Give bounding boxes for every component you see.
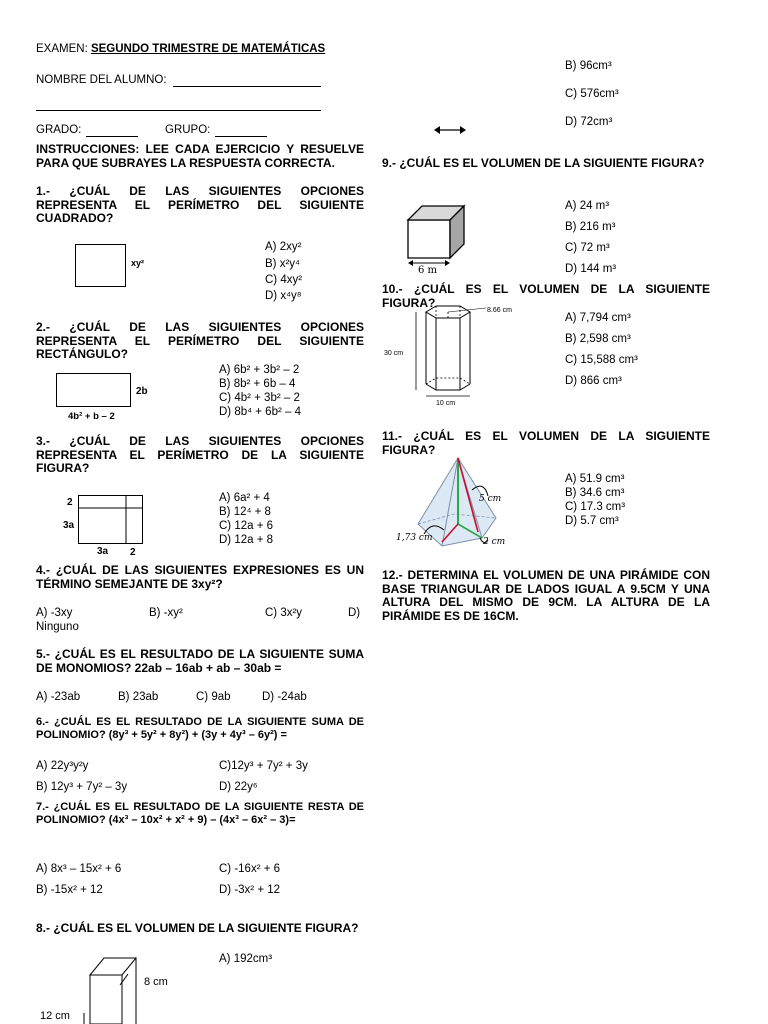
prism-depth-arrow bbox=[120, 974, 128, 985]
q6-option-c[interactable]: C)12y³ + 7y² + 3y bbox=[219, 760, 308, 772]
double-arrow-icon bbox=[434, 124, 466, 136]
question-5: 5.- ¿CUÁL ES EL RESULTADO DE LA SIGUIENTE SUMA DE MONOMIOS? 22ab – 16ab + ab – 30ab = bbox=[36, 647, 364, 675]
q9-option-c[interactable]: C) 72 m³ bbox=[565, 242, 610, 254]
q9-option-d[interactable]: D) 144 m³ bbox=[565, 263, 617, 275]
q1-option-c[interactable]: C) 4xy² bbox=[265, 274, 303, 286]
q3-option-d[interactable]: D) 12a + 8 bbox=[219, 534, 274, 546]
q11-option-b[interactable]: B) 34.6 cm³ bbox=[565, 487, 625, 499]
composite-outer bbox=[79, 496, 143, 544]
instructions: INSTRUCCIONES: LEE CADA EJERCICIO Y RESUELVE PARA QUE SUBRAYES LA RESPUESTA CORRECTA. bbox=[36, 142, 364, 170]
rectangle-shape bbox=[57, 374, 131, 407]
q8-option-a[interactable]: A) 192cm³ bbox=[219, 953, 273, 965]
pyramid-apothem-label: 1,73 cm bbox=[396, 533, 433, 543]
exam-label: EXAMEN: bbox=[36, 43, 88, 55]
q6-option-a[interactable]: A) 22y³y²y bbox=[36, 760, 89, 772]
q1-option-b[interactable]: B) x²y⁴ bbox=[265, 258, 300, 270]
question-4: 4.- ¿CUÁL DE LAS SIGUIENTES EXPRESIONES ES UN TÉRMINO SEMEJANTE DE 3xy²? bbox=[36, 563, 364, 591]
q3-option-b[interactable]: B) 12⁴ + 8 bbox=[219, 506, 271, 518]
q10-option-a[interactable]: A) 7,794 cm³ bbox=[565, 312, 631, 324]
exam-header bbox=[36, 43, 325, 55]
group-label: GRUPO: bbox=[165, 124, 211, 136]
grade-line[interactable] bbox=[86, 136, 138, 137]
q2-option-c[interactable]: C) 4b² + 3b² – 2 bbox=[219, 392, 300, 404]
q4-option-d-text[interactable]: Ninguno bbox=[36, 621, 79, 633]
q11-option-a[interactable]: A) 51.9 cm³ bbox=[565, 473, 625, 485]
square-shape bbox=[76, 245, 126, 287]
apothem-leader bbox=[448, 308, 486, 312]
q6-option-b[interactable]: B) 12y³ + 7y² – 3y bbox=[36, 781, 128, 793]
q3-option-a[interactable]: A) 6a² + 4 bbox=[219, 492, 270, 504]
question-1: 1.- ¿CUÁL DE LAS SIGUIENTES OPCIONES REPRESENTA EL PERÍMETRO DEL SIGUIENTE CUADRADO? bbox=[36, 184, 364, 225]
question-11: 11.- ¿CUÁL ES EL VOLUMEN DE LA SIGUIENTE FIGURA? bbox=[382, 429, 710, 457]
student-name-label: NOMBRE DEL ALUMNO: bbox=[36, 74, 167, 86]
grade-label: GRADO: bbox=[36, 124, 82, 136]
q5-option-a[interactable]: A) -23ab bbox=[36, 691, 81, 703]
pyramid-slant-label: 5 cm bbox=[479, 494, 502, 504]
q3-option-c[interactable]: C) 12a + 6 bbox=[219, 520, 274, 532]
prism-front bbox=[90, 975, 122, 1024]
question-7: 7.- ¿CUÁL ES EL RESULTADO DE LA SIGUIENTE RESTA DE POLINOMIO? (4x³ – 10x² + x² + 9) – (4x³ – 6x² – 3)= bbox=[36, 801, 364, 826]
q4-option-d[interactable]: D) bbox=[348, 607, 361, 619]
q8-option-b[interactable]: B) 96cm³ bbox=[565, 60, 612, 72]
prism-depth-label: 8 cm bbox=[144, 976, 168, 988]
q5-option-c[interactable]: C) 9ab bbox=[196, 691, 231, 703]
rectangle-figure bbox=[56, 373, 136, 409]
q8-option-c[interactable]: C) 576cm³ bbox=[565, 88, 619, 100]
hex-height-label: 30 cm bbox=[384, 350, 404, 357]
q10-option-c[interactable]: C) 15,588 cm³ bbox=[565, 354, 638, 366]
question-12: 12.- DETERMINA EL VOLUMEN DE UNA PIRÁMIDE CON BASE TRIANGULAR DE LADOS IGUAL A 9.5CM Y UNA ALTURA DEL MISMO DE 9CM. LA ALTURA DE LA PIRÁMIDE ES DE 16CM. bbox=[382, 568, 710, 623]
q9-option-b[interactable]: B) 216 m³ bbox=[565, 221, 616, 233]
q7-option-a[interactable]: A) 8x³ – 15x² + 6 bbox=[36, 863, 122, 875]
square-label: xy² bbox=[131, 258, 145, 268]
question-8: 8.- ¿CUÁL ES EL VOLUMEN DE LA SIGUIENTE FIGURA? bbox=[36, 921, 359, 935]
composite-label-bottom: 3a bbox=[97, 546, 109, 557]
exam-title: SEGUNDO TRIMESTRE DE MATEMÁTICAS bbox=[90, 43, 326, 55]
cube-figure bbox=[400, 202, 472, 268]
prism-top bbox=[90, 958, 136, 975]
q7-option-d[interactable]: D) -3x² + 12 bbox=[219, 884, 281, 896]
student-name-line[interactable] bbox=[173, 86, 321, 87]
question-10: 10.- ¿CUÁL ES EL VOLUMEN DE LA SIGUIENTE FIGURA? bbox=[382, 282, 710, 310]
q11-option-d[interactable]: D) 5.7 cm³ bbox=[565, 515, 619, 527]
question-2: 2.- ¿CUÁL DE LAS SIGUIENTES OPCIONES REPRESENTA EL PERÍMETRO DEL SIGUIENTE RECTÁNGULO? bbox=[36, 320, 364, 361]
cube-label: 6 m bbox=[418, 265, 438, 276]
question-9: 9.- ¿CUÁL ES EL VOLUMEN DE LA SIGUIENTE FIGURA? bbox=[382, 156, 705, 170]
q1-option-d[interactable]: D) x⁴y⁸ bbox=[265, 290, 302, 302]
composite-label-top: 2 bbox=[67, 497, 73, 508]
pyramid-base-label: 2 cm bbox=[483, 537, 506, 547]
hex-apothem-label: 8.66 cm bbox=[487, 307, 512, 314]
q7-option-b[interactable]: B) -15x² + 12 bbox=[36, 884, 103, 896]
prism-figure bbox=[70, 955, 160, 1024]
student-name-line-2[interactable] bbox=[36, 110, 321, 111]
hex-bottom bbox=[426, 384, 470, 390]
hexagonal-prism-figure bbox=[408, 304, 490, 400]
q4-option-a[interactable]: A) -3xy bbox=[36, 607, 73, 619]
group-line[interactable] bbox=[215, 136, 267, 137]
q9-option-a[interactable]: A) 24 m³ bbox=[565, 200, 610, 212]
q6-option-d[interactable]: D) 22y⁶ bbox=[219, 781, 258, 793]
q10-option-d[interactable]: D) 866 cm³ bbox=[565, 375, 622, 387]
prism-height-label: 12 cm bbox=[40, 1010, 70, 1022]
composite-figure bbox=[78, 495, 148, 547]
q2-option-b[interactable]: B) 8b² + 6b – 4 bbox=[219, 378, 296, 390]
question-6: 6.- ¿CUÁL ES EL RESULTADO DE LA SIGUIENTE SUMA DE POLINOMIO? (8y³ + 5y² + 8y²) + (3y + 4y³ – 6y²) = bbox=[36, 716, 364, 741]
q10-option-b[interactable]: B) 2,598 cm³ bbox=[565, 333, 631, 345]
q2-option-a[interactable]: A) 6b² + 3b² – 2 bbox=[219, 364, 300, 376]
q2-option-d[interactable]: D) 8b⁴ + 6b² – 4 bbox=[219, 406, 301, 418]
q5-option-d[interactable]: D) -24ab bbox=[262, 691, 307, 703]
q5-option-b[interactable]: B) 23ab bbox=[118, 691, 159, 703]
cube-front bbox=[408, 220, 450, 258]
q1-option-a[interactable]: A) 2xy² bbox=[265, 241, 302, 253]
rectangle-side-label: 2b bbox=[136, 386, 148, 397]
question-3: 3.- ¿CUÁL DE LAS SIGUIENTES OPCIONES REPRESENTA EL PERÍMETRO DE LA SIGUIENTE FIGURA? bbox=[36, 434, 364, 475]
q8-option-d[interactable]: D) 72cm³ bbox=[565, 116, 613, 128]
hex-side-label: 10 cm bbox=[436, 400, 456, 407]
composite-label-corner: 2 bbox=[130, 547, 136, 558]
q11-option-c[interactable]: C) 17.3 cm³ bbox=[565, 501, 626, 513]
q4-option-b[interactable]: B) -xy² bbox=[149, 607, 183, 619]
q4-option-c[interactable]: C) 3x²y bbox=[265, 607, 303, 619]
q7-option-c[interactable]: C) -16x² + 6 bbox=[219, 863, 281, 875]
composite-label-left: 3a bbox=[63, 520, 75, 531]
rectangle-bottom-label: 4b² + b – 2 bbox=[68, 411, 115, 422]
